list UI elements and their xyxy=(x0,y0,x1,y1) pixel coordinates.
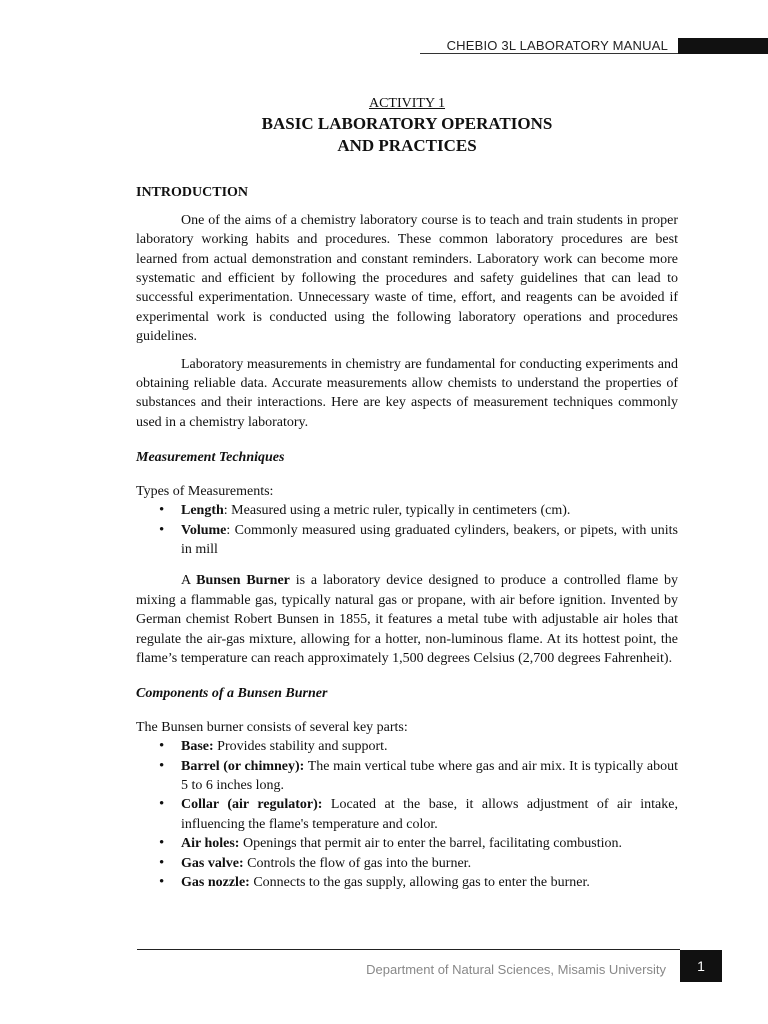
list-item-text: : Measured using a metric ruler, typically in centimeters (cm). xyxy=(223,503,571,519)
intro-paragraph-1: One of the aims of a chemistry laboratory course is to teach and train students in proper laboratory working habits and procedures. These common laboratory procedures are best learned from actual demonstration and constant reminders. Laboratory work can become more systematic and efficient by following the procedures and safety guidelines that can lead to successful experimentation. Unnecessary waste of time, effort, and reagents can be avoided if experimental work is conducted using the following laboratory operations and procedures guidelines. xyxy=(136,212,678,345)
footer-rule xyxy=(137,949,680,950)
manual-title: CHEBIO 3L LABORATORY MANUAL xyxy=(446,38,668,53)
bunsen-paragraph-rest: is a laboratory device designed to produce a controlled flame by mixing a flammable gas, typically natural gas or propane, with air before ignition. Invented by German chemist Robert Bunsen in 1855, it features a metal tube with adjustable air holes that regulate the air-gas mixture, allowing for a hotter, non-luminous flame. At its hottest point, the flame’s temperature can reach approximately 1,500 degrees Celsius (2,700 degrees Fahrenheit). xyxy=(136,573,679,666)
list-item xyxy=(181,737,678,756)
measurement-types-label: Types of Measurements: xyxy=(136,483,274,499)
measurement-list xyxy=(136,501,678,559)
list-item-term: Volume xyxy=(181,522,227,538)
measurement-heading: Measurement Techniques xyxy=(136,450,285,466)
list-item-term: Base: xyxy=(181,739,214,755)
bunsen-term: Bunsen Burner xyxy=(196,573,290,589)
activity-label: ACTIVITY 1 xyxy=(368,96,446,111)
list-item-term: Gas valve: xyxy=(181,855,244,871)
list-item xyxy=(181,834,678,853)
activity-title-line2: AND PRACTICES xyxy=(337,136,477,156)
components-list xyxy=(136,737,678,892)
list-item-term: Air holes: xyxy=(181,836,240,852)
footer-department: Department of Natural Sciences, Misamis University xyxy=(366,962,666,977)
list-item xyxy=(181,854,678,873)
list-item-text: Located at the base, it allows adjustment of air intake, influencing the flame's temperature and color. xyxy=(181,797,678,832)
intro-paragraph-2: Laboratory measurements in chemistry are fundamental for conducting experiments and obtaining reliable data. Accurate measurements allow chemists to understand the properties of substances and their interactions. Here are key aspects of measurement techniques commonly used in a chemistry laboratory. xyxy=(136,356,678,430)
bunsen-paragraph xyxy=(136,571,678,668)
header-rule xyxy=(420,53,678,54)
introduction-heading: INTRODUCTION xyxy=(136,185,249,201)
list-item xyxy=(181,501,678,520)
list-item xyxy=(181,795,678,834)
page-number: 1 xyxy=(697,958,705,974)
list-item-term: Length xyxy=(181,503,224,519)
components-heading: Components of a Bunsen Burner xyxy=(136,686,328,702)
list-item-text: Provides stability and support. xyxy=(213,739,388,755)
page-number-box xyxy=(680,950,722,982)
list-item-term: Collar (air regulator): xyxy=(181,797,323,813)
list-item-text: : Commonly measured using graduated cylinders, beakers, or pipets, with units in mill xyxy=(181,522,678,557)
page-body xyxy=(136,94,678,892)
list-item xyxy=(181,873,678,892)
list-item-text: Connects to the gas supply, allowing gas to enter the burner. xyxy=(249,875,590,890)
list-item-text: The main vertical tube where gas and air mix. It is typically about 5 to 6 inches long. xyxy=(181,758,678,793)
list-item-term: Barrel (or chimney): xyxy=(181,758,305,774)
activity-title-line1: BASIC LABORATORY OPERATIONS xyxy=(261,114,553,134)
list-item xyxy=(181,521,678,560)
bunsen-paragraph-start: A xyxy=(181,573,197,589)
list-item-text: Openings that permit air to enter the barrel, facilitating combustion. xyxy=(239,836,623,852)
header-bar xyxy=(678,38,768,54)
list-item xyxy=(181,757,678,796)
list-item-term: Gas nozzle: xyxy=(181,875,250,890)
list-item-text: Controls the flow of gas into the burner. xyxy=(243,855,472,871)
components-intro: The Bunsen burner consists of several key parts: xyxy=(136,719,408,735)
